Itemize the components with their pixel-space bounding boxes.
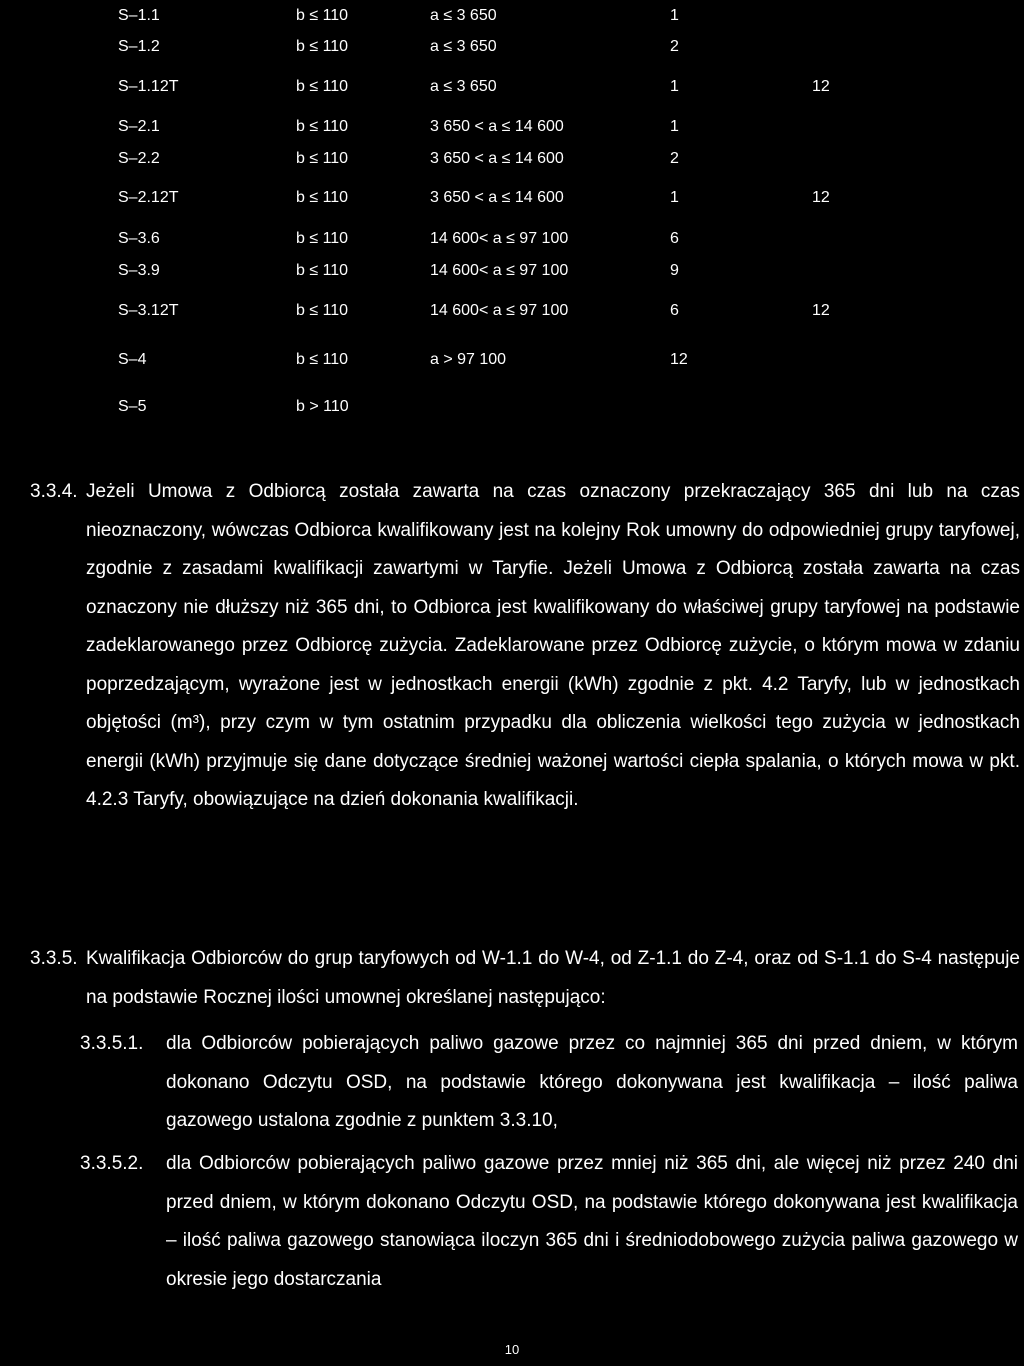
section-text: dla Odbiorców pobierających paliwo gazowe przez mniej niż 365 dni, ale więcej niż przez 240 dni przed dniem, w którym dokonano Odczytu OSD, na podstawie którego dokonywana jest kwalifikacja – ilość paliwa gazowego stanowiąca iloczyn 365 dni i średniodobowego zużycia paliwa gazowego w okresie jego dostarczania bbox=[166, 1153, 1018, 1290]
volume-condition: 3 650 < a ≤ 14 600 bbox=[430, 118, 564, 135]
section-number: 3.3.5.2. bbox=[80, 1153, 144, 1174]
section-text: Kwalifikacja Odbiorców do grup taryfowych od W-1.1 do W-4, od Z-1.1 do Z-4, oraz od S-1.1 do S-4 następuje na podstawie Rocznej ilości umownej określanej następująco: bbox=[86, 948, 1020, 1008]
capacity-condition: b ≤ 110 bbox=[296, 150, 349, 167]
table-row bbox=[0, 72, 1024, 102]
capacity-condition: b ≤ 110 bbox=[296, 7, 349, 24]
tariff-code: S–1.2 bbox=[118, 38, 160, 55]
table-row bbox=[0, 1, 1024, 31]
table-row bbox=[0, 345, 1024, 375]
section-number: 3.3.5.1. bbox=[80, 1033, 144, 1054]
reading-count: 1 bbox=[670, 7, 679, 24]
tariff-code: S–3.9 bbox=[118, 262, 160, 279]
volume-condition: 3 650 < a ≤ 14 600 bbox=[430, 189, 564, 206]
extra-value: 12 bbox=[812, 189, 830, 206]
reading-count: 1 bbox=[670, 189, 679, 206]
tariff-code: S–2.12T bbox=[118, 189, 179, 206]
table-row bbox=[0, 112, 1024, 142]
capacity-condition: b ≤ 110 bbox=[296, 78, 349, 95]
volume-condition: 14 600< a ≤ 97 100 bbox=[430, 262, 569, 279]
reading-count: 9 bbox=[670, 262, 679, 279]
reading-count: 1 bbox=[670, 78, 679, 95]
capacity-condition: b > 110 bbox=[296, 398, 349, 415]
capacity-condition: b ≤ 110 bbox=[296, 189, 349, 206]
table-row bbox=[0, 256, 1024, 286]
capacity-condition: b ≤ 110 bbox=[296, 230, 349, 247]
tariff-code: S–5 bbox=[118, 398, 147, 415]
reading-count: 1 bbox=[670, 118, 679, 135]
section-text: dla Odbiorców pobierających paliwo gazowe przez co najmniej 365 dni przed dniem, w którym dokonano Odczytu OSD, na podstawie którego dokonywana jest kwalifikacja – ilość paliwa gazowego ustalona zgodnie z punktem 3.3.10, bbox=[166, 1033, 1018, 1131]
capacity-condition: b ≤ 110 bbox=[296, 302, 349, 319]
volume-condition: 14 600< a ≤ 97 100 bbox=[430, 302, 569, 319]
reading-count: 12 bbox=[670, 351, 688, 368]
table-row bbox=[0, 32, 1024, 62]
reading-count: 2 bbox=[670, 38, 679, 55]
volume-condition: 14 600< a ≤ 97 100 bbox=[430, 230, 569, 247]
table-row bbox=[0, 224, 1024, 254]
section-number: 3.3.5. bbox=[30, 948, 78, 969]
tariff-code: S–3.6 bbox=[118, 230, 160, 247]
tariff-code: S–2.2 bbox=[118, 150, 160, 167]
extra-value: 12 bbox=[812, 78, 830, 95]
tariff-code: S–1.1 bbox=[118, 7, 160, 24]
reading-count: 6 bbox=[670, 230, 679, 247]
tariff-code: S–1.12T bbox=[118, 78, 179, 95]
volume-condition: a > 97 100 bbox=[430, 351, 507, 368]
capacity-condition: b ≤ 110 bbox=[296, 118, 349, 135]
section-number: 3.3.4. bbox=[30, 481, 78, 502]
page-number: 10 bbox=[504, 1342, 520, 1357]
tariff-group-table bbox=[0, 0, 1024, 440]
tariff-code: S–3.12T bbox=[118, 302, 179, 319]
section-text: Jeżeli Umowa z Odbiorcą została zawarta na czas oznaczony przekraczający 365 dni lub na czas nieoznaczony, wówczas Odbiorca kwalifikowany jest na kolejny Rok umowny do odpowiedniej grupy taryfowej, zgodnie z zasadami kwalifikacji zawartymi w Taryfie. Jeżeli Umowa z Odbiorcą została zawarta na czas oznaczony nie dłuższy niż 365 dni, to Odbiorca jest kwalifikowany do właściwej grupy taryfowej na podstawie zadeklarowanego przez Odbiorcę zużycia. Zadeklarowane przez Odbiorcę zużycie, o którym mowa w zdaniu poprzedzającym, wyrażone jest w jednostkach energii (kWh) zgodnie z pkt. 4.2 Taryfy, lub w jednostkach objętości (m³), przy czym w tym ostatnim przypadku dla obliczenia wielkości tego zużycia w jednostkach energii (kWh) przyjmuje się dane dotyczące średniej ważonej wartości ciepła spalania, o których mowa w pkt. 4.2.3 Taryfy, obowiązujące na dzień dokonania kwalifikacji. bbox=[86, 481, 1020, 810]
table-row bbox=[0, 392, 1024, 422]
capacity-condition: b ≤ 110 bbox=[296, 262, 349, 279]
volume-condition: a ≤ 3 650 bbox=[430, 38, 497, 55]
capacity-condition: b ≤ 110 bbox=[296, 38, 349, 55]
extra-value: 12 bbox=[812, 302, 830, 319]
tariff-code: S–4 bbox=[118, 351, 147, 368]
table-row bbox=[0, 144, 1024, 174]
reading-count: 6 bbox=[670, 302, 679, 319]
table-row bbox=[0, 296, 1024, 326]
capacity-condition: b ≤ 110 bbox=[296, 351, 349, 368]
tariff-code: S–2.1 bbox=[118, 118, 160, 135]
volume-condition: a ≤ 3 650 bbox=[430, 7, 497, 24]
table-row bbox=[0, 183, 1024, 213]
volume-condition: 3 650 < a ≤ 14 600 bbox=[430, 150, 564, 167]
volume-condition: a ≤ 3 650 bbox=[430, 78, 497, 95]
reading-count: 2 bbox=[670, 150, 679, 167]
